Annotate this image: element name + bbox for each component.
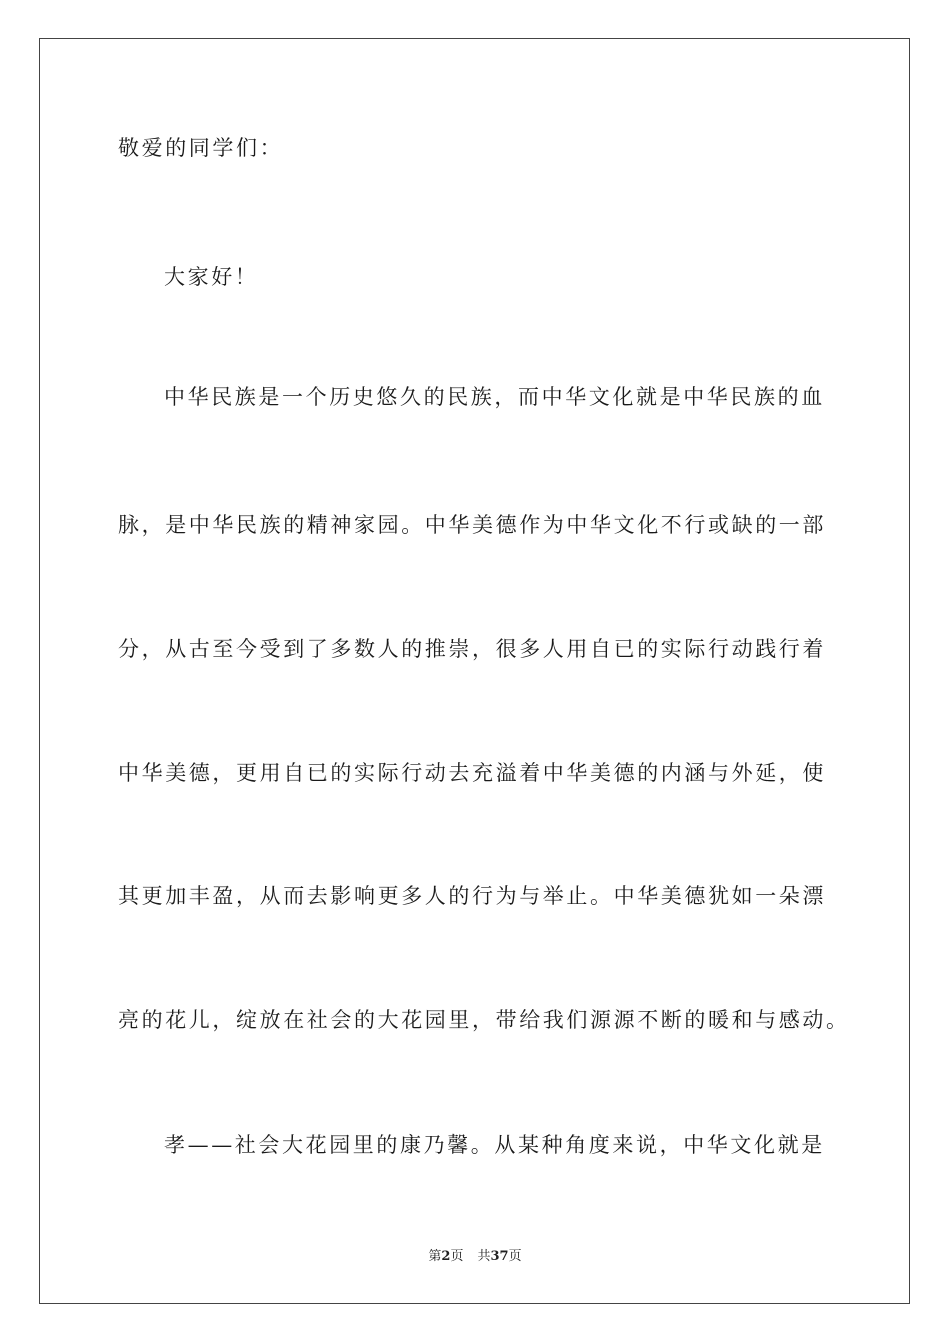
body-line: 孝——社会大花园里的康乃馨。从某种角度来说，中华文化就是	[164, 1133, 825, 1157]
total-suffix: 页	[508, 1249, 522, 1264]
greeting-line: 大家好！	[164, 265, 259, 289]
body-line: 亮的花儿，绽放在社会的大花园里，带给我们源源不断的暖和与感动。	[118, 1008, 850, 1032]
page-frame	[39, 38, 910, 1304]
page-number: 2	[441, 1249, 451, 1264]
page-suffix: 页	[450, 1249, 464, 1264]
body-line: 中华美德，更用自已的实际行动去充溢着中华美德的内涵与外延，使	[118, 761, 826, 785]
body-line: 中华民族是一个历史悠久的民族，而中华文化就是中华民族的血	[164, 385, 825, 409]
total-prefix: 共	[477, 1249, 491, 1264]
page-prefix: 第	[428, 1249, 442, 1264]
body-line: 其更加丰盈，从而去影响更多人的行为与举止。中华美德犹如一朵漂	[118, 884, 826, 908]
total-pages: 37	[490, 1249, 509, 1264]
page-footer	[0, 1248, 950, 1266]
salutation-line: 敬爱的同学们：	[118, 136, 284, 160]
body-line: 分，从古至今受到了多数人的推崇，很多人用自已的实际行动践行着	[118, 637, 826, 661]
body-line: 脉，是中华民族的精神家园。中华美德作为中华文化不行或缺的一部	[118, 513, 826, 537]
